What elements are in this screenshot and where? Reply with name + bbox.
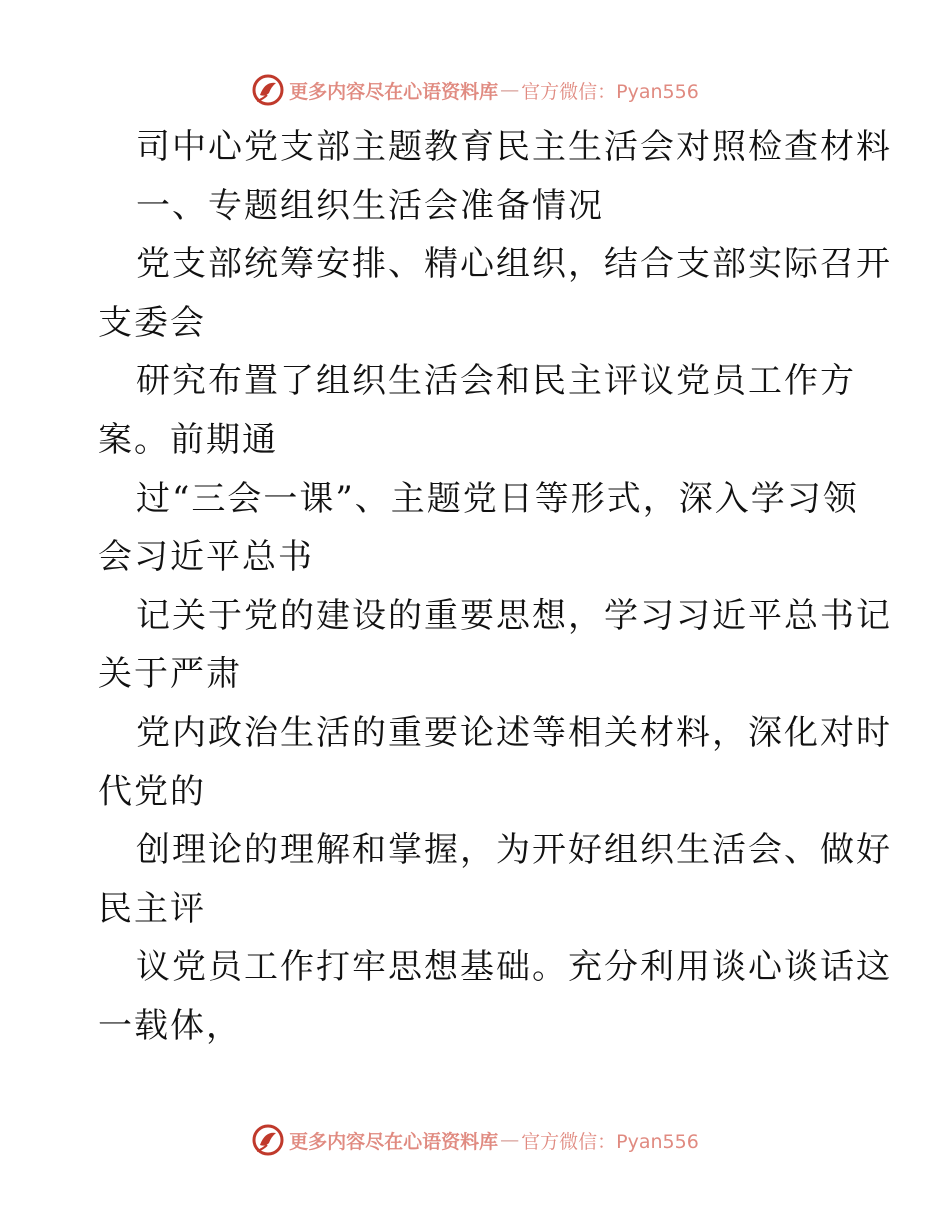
text-line: 党支部统筹安排、精心组织，结合支部实际召开 xyxy=(136,244,892,285)
brand-logo-icon xyxy=(251,1123,285,1157)
text-line: 一载体， xyxy=(98,1005,242,1046)
text-line: 会习近平总书 xyxy=(98,537,314,578)
text-line: 记关于党的建设的重要思想，学习习近平总书记 xyxy=(136,595,892,636)
text-line: 案。前期通 xyxy=(98,419,278,460)
document-body xyxy=(98,118,892,1056)
text-line: 创理论的理解和掌握，为开好组织生活会、做好 xyxy=(136,830,892,871)
document-title: 司中心党支部主题教育民主生活会对照检查材料 xyxy=(136,127,892,167)
wechat-text: 官方微信：Pyan556 xyxy=(521,1130,699,1153)
text-line: 研究布置了组织生活会和民主评议党员工作方 xyxy=(136,361,856,402)
text-line: 党内政治生活的重要论述等相关材料，深化对时 xyxy=(136,712,892,753)
header-watermark xyxy=(0,70,950,110)
banner-separator: — xyxy=(500,1129,520,1151)
text-line: 代党的 xyxy=(98,771,206,812)
brand-text: 更多内容尽在心语资料库 xyxy=(289,80,499,103)
section-heading: 一、专题组织生活会准备情况 xyxy=(136,185,604,226)
brand-logo-icon xyxy=(251,73,285,107)
text-line: 支委会 xyxy=(98,302,206,343)
text-line: 关于严肃 xyxy=(98,654,242,695)
brand-text: 更多内容尽在心语资料库 xyxy=(289,1130,499,1153)
text-line: 过“三会一课”、主题党日等形式，深入学习领 xyxy=(136,478,859,519)
text-line: 民主评 xyxy=(98,888,206,929)
wechat-text: 官方微信：Pyan556 xyxy=(521,80,699,103)
banner-separator: — xyxy=(500,79,520,101)
footer-watermark xyxy=(0,1120,950,1160)
text-line: 议党员工作打牢思想基础。充分利用谈心谈话这 xyxy=(136,947,892,988)
